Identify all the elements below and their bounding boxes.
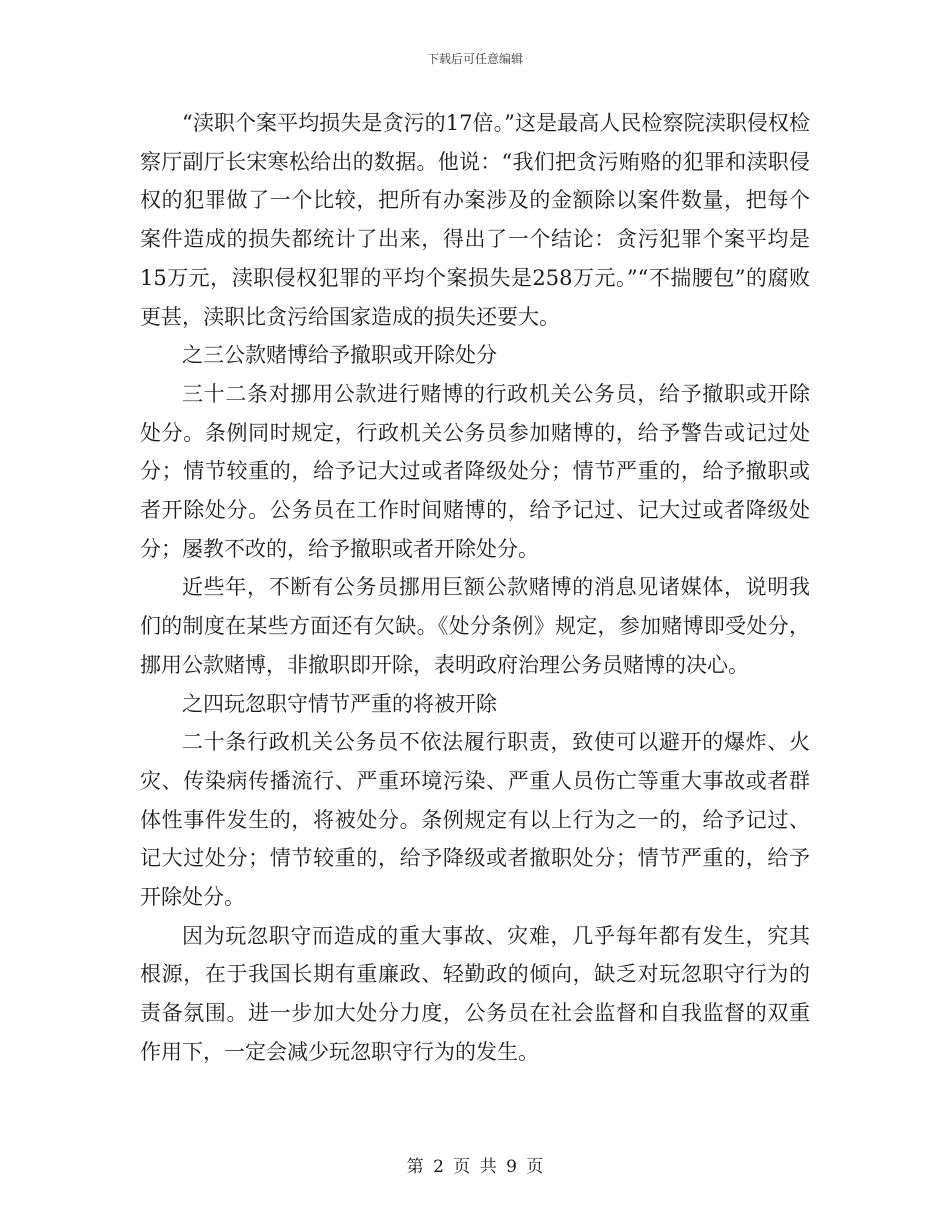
paragraph: 二十条行政机关公务员不依法履行职责，致使可以避开的爆炸、火灾、传染病传播流行、严重环境污染、严重人员伤亡等重大事故或者群体性事件发生的，将被处分。条例规定有以上行为之一的，给予记过、记大过处分；情节较重的，给予降级或者撤职处分；情节严重的，给予开除处分。 <box>140 730 810 910</box>
paragraph: “渎职个案平均损失是贪污的17倍。”这是最高人民检察院渎职侵权检察厅副厅长宋寒松给出的数据。他说：“我们把贪污贿赂的犯罪和渎职侵权的犯罪做了一个比较，把所有办案涉及的金额除以案件数量，把每个案件造成的损失都统计了出来，得出了一个结论：贪污犯罪个案平均是15万元，渎职侵权犯罪的平均个案损失是258万元。”“不揣腰包”的腐败更甚，渎职比贪污给国家造成的损失还要大。 <box>140 111 810 329</box>
section-heading: 之三公款赌博给予撤职或开除处分 <box>182 343 497 368</box>
section-heading: 之四玩忽职守情节严重的将被开除 <box>182 691 497 716</box>
paragraph: 因为玩忽职守而造成的重大事故、灾难，几乎每年都有发生，究其根源，在于我国长期有重廉政、轻勤政的倾向，缺乏对玩忽职守行为的责备氛围。进一步加大处分力度，公务员在社会监督和自我监督的双重作用下，一定会减少玩忽职守行为的发生。 <box>140 923 810 1064</box>
document-body <box>140 104 810 1072</box>
paragraph: 三十二条对挪用公款进行赌博的行政机关公务员，给予撤职或开除处分。条例同时规定，行政机关公务员参加赌博的，给予警告或记过处分；情节较重的，给予记大过或者降级处分；情节严重的，给予撤职或者开除处分。公务员在工作时间赌博的，给予记过、记大过或者降级处分；屡教不改的，给予撤职或者开除处分。 <box>140 381 810 561</box>
page-footer: 第 2 页 共 9 页 <box>406 1157 544 1177</box>
paragraph: 近些年，不断有公务员挪用巨额公款赌博的消息见诸媒体，说明我们的制度在某些方面还有欠缺。《处分条例》规定，参加赌博即受处分，挪用公款赌博，非撤职即开除，表明政府治理公务员赌博的决心。 <box>140 575 810 677</box>
page-header: 下载后可任意编辑 <box>426 52 523 66</box>
